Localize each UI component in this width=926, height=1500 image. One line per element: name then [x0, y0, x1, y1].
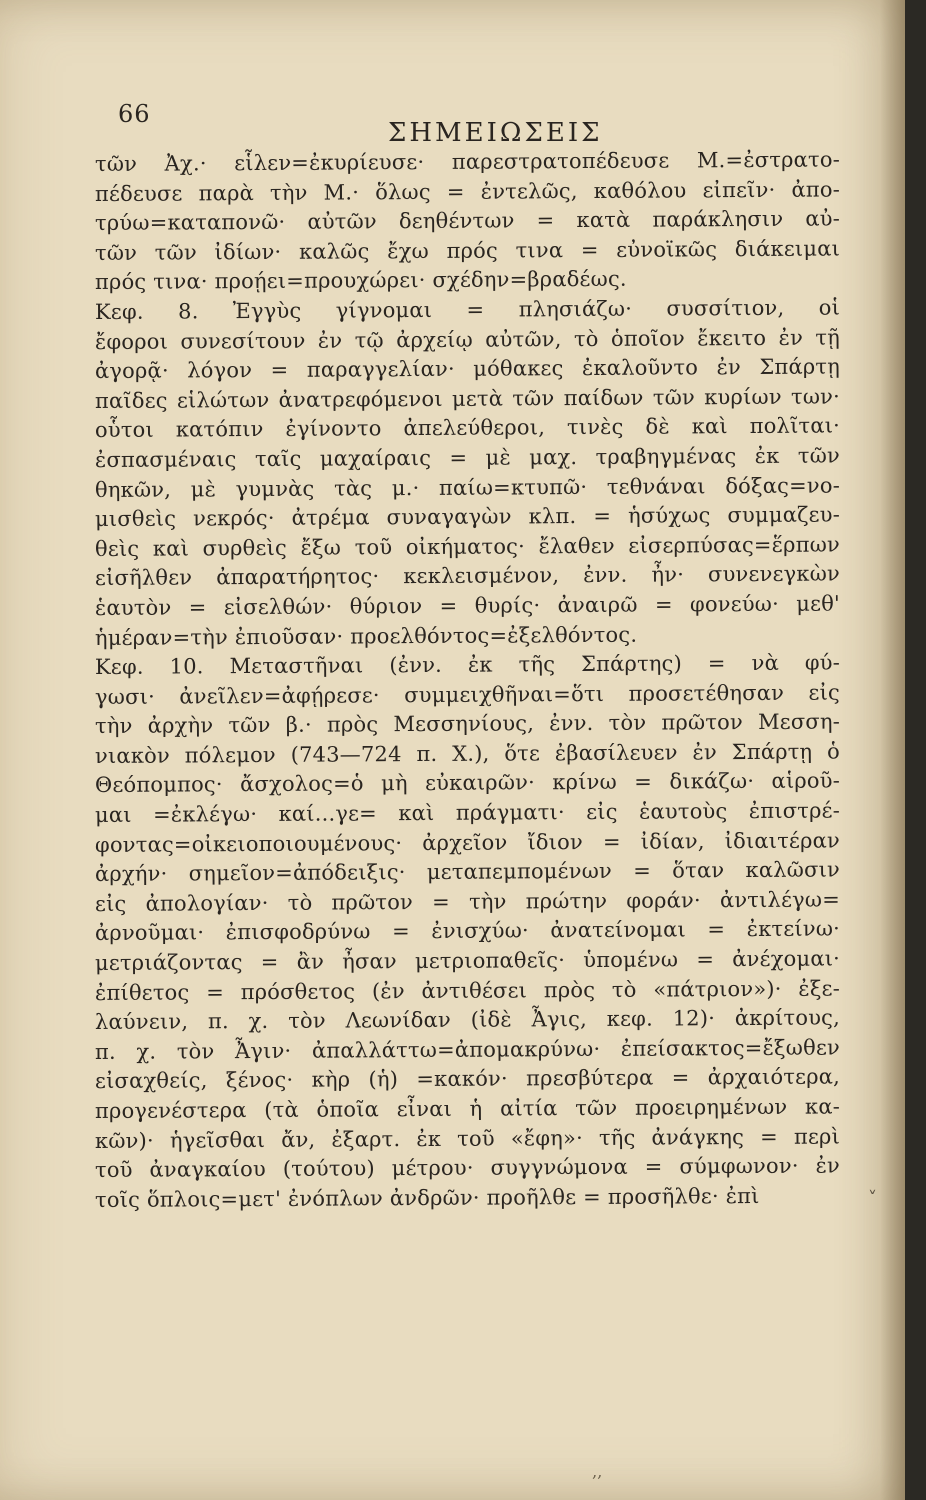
page-number: 66 — [118, 100, 151, 128]
text-line: κῶν)· ἡγεῖσθαι ἄν, ἐξαρτ. ἐκ τοῦ «ἔφη»· τῆς ἀνάγκης = περὶ — [94, 1124, 841, 1153]
text-line: ἐσπασμέναις ταῖς μαχαίραις = μὲ μαχ. τραβηγμένας ἐκ τῶν — [94, 443, 841, 472]
text-line: τοῦ ἀναγκαίου (τούτου) μέτρου· συγγνώμονα = σύμφωνον· ἐν — [94, 1153, 841, 1183]
running-head: ΣΗΜΕΙΩΣΕΙΣ — [388, 118, 603, 148]
text-line: εἰς ἀπολογίαν· τὸ πρῶτον = τὴν πρώτην φοράν· ἀντιλέγω= — [94, 887, 841, 916]
text-line: νιακὸν πόλεμον (743—724 π. Χ.), ὅτε ἐβασίλευεν ἐν Σπάρτῃ ὁ — [94, 739, 841, 768]
text-line: Θεόπομπος· ἄσχολος=ὁ μὴ εὐκαιρῶν· κρίνω = δικάζω· αἱροῦ- — [94, 768, 841, 798]
text-line: ἡμέραν=τὴν ἐπιοῦσαν· προελθόντος=ἐξελθόντος. — [94, 622, 638, 650]
text-line: ἀγορᾷ· λόγον = παραγγελίαν· μόθακες ἐκαλοῦντο ἐν Σπάρτῃ — [94, 354, 841, 384]
text-line: τῶν Ἀχ.· εἷλεν=ἐκυρίευσε· παρεστρατοπέδευσε Μ.=ἐστρατο- — [94, 147, 841, 176]
text-line: προγενέστερα (τὰ ὁποῖα εἶναι ἡ αἰτία τῶν προειρημένων κα- — [94, 1094, 841, 1123]
margin-mark: ˅ — [868, 1188, 877, 1209]
stray-mark: ‚‚ — [592, 1462, 603, 1481]
text-line: τῶν τῶν ἰδίων· καλῶς ἔχω πρός τινα = εὐνοϊκῶς διάκειμαι — [94, 236, 841, 265]
text-line: πέδευσε παρὰ τὴν Μ.· ὅλως = ἐντελῶς, καθόλου εἰπεῖν· ἀπο- — [94, 177, 841, 206]
text-line: ἀρχήν· σημεῖον=ἀπόδειξις· μεταπεμπομένων = ὅταν καλῶσιν — [94, 857, 841, 887]
text-line: μετριάζοντας = ἂν ἦσαν μετριοπαθεῖς· ὑπομένω = ἀνέχομαι· — [94, 946, 841, 976]
text-line: γωσι· ἀνεῖλεν=ἀφῄρεσε· συμμειχθῆναι=ὅτι προσετέθησαν εἰς — [94, 680, 841, 709]
text-line: τοῖς ὅπλοις=μετ' ἐνόπλων ἀνδρῶν· προῆλθε = προσῆλθε· ἐπὶ — [94, 1183, 760, 1212]
text-line: ἔφοροι συνεσίτουν ἐν τῷ ἀρχείῳ αὐτῶν, τὸ ὁποῖον ἔκειτο ἐν τῇ — [94, 325, 841, 354]
text-line: εἰσῆλθεν ἀπαρατήρητος· κεκλεισμένον, ἐνν. ἦν· συνενεγκὼν — [94, 561, 841, 591]
text-line: πρός τινα· προῄει=προυχώρει· σχέδην=βραδέως. — [94, 267, 627, 295]
text-line: ἀρνοῦμαι· ἐπισφοδρύνω = ἐνισχύω· ἀνατείνομαι = ἐκτείνω· — [94, 916, 841, 946]
text-line: τὴν ἀρχὴν τῶν β.· πρὸς Μεσσηνίους, ἐνν. τὸν πρῶτον Μεσση- — [94, 709, 841, 739]
text-line: φοντας=οἰκειοποιουμένους· ἀρχεῖον ἴδιον = ἰδίαν, ἰδιαιτέραν — [94, 828, 841, 857]
text-line: Κεφ. 8. Ἐγγὺς γίγνομαι = πλησιάζω· συσσίτιον, οἱ — [94, 295, 841, 324]
text-line: τρύω=καταπονῶ· αὐτῶν δεηθέντων = κατὰ παράκλησιν αὐ- — [94, 206, 841, 236]
text-line: ἑαυτὸν = εἰσελθών· θύριον = θυρίς· ἀναιρῶ = φονεύω· μεθ' — [94, 591, 841, 620]
notes-text-block — [94, 147, 841, 1215]
text-line: θεὶς καὶ συρθεὶς ἔξω τοῦ οἰκήματος· ἔλαθεν εἰσερπύσας=ἕρπων — [94, 532, 841, 561]
text-line: μαι =ἐκλέγω· καί...γε= καὶ πράγματι· εἰς ἑαυτοὺς ἐπιστρέ- — [94, 798, 841, 828]
text-line: λαύνειν, π. χ. τὸν Λεωνίδαν (ἰδὲ Ἆγις, κεφ. 12)· ἀκρίτους, — [94, 1005, 841, 1035]
text-line: μισθεὶς νεκρός· ἀτρέμα συναγαγὼν κλπ. = ἡσύχως συμμαζευ- — [94, 502, 841, 532]
text-line: εἰσαχθείς, ξένος· κὴρ (ἡ) =κακόν· πρεσβύτερα = ἀρχαιότερα, — [94, 1064, 841, 1094]
text-line: οὗτοι κατόπιν ἐγίνοντο ἀπελεύθεροι, τινὲς δὲ καὶ πολῖται· — [94, 413, 841, 443]
page-shadow-edge — [880, 0, 905, 1500]
text-line: ἐπίθετος = πρόσθετος (ἐν ἀντιθέσει πρὸς τὸ «πάτριον»)· ἐξε- — [94, 976, 841, 1005]
text-line: παῖδες εἱλώτων ἀνατρεφόμενοι μετὰ τῶν παίδων τῶν κυρίων των· — [94, 384, 841, 413]
text-line: π. χ. τὸν Ἆγιν· ἀπαλλάττω=ἀπομακρύνω· ἐπείσακτος=ἔξωθεν — [94, 1035, 841, 1064]
text-line: θηκῶν, μὲ γυμνὰς τὰς μ.· παίω=κτυπῶ· τεθνάναι δόξας=νο- — [94, 472, 841, 502]
text-line: Κεφ. 10. Μεταστῆναι (ἐνν. ἐκ τῆς Σπάρτης) = νὰ φύ- — [94, 650, 841, 680]
